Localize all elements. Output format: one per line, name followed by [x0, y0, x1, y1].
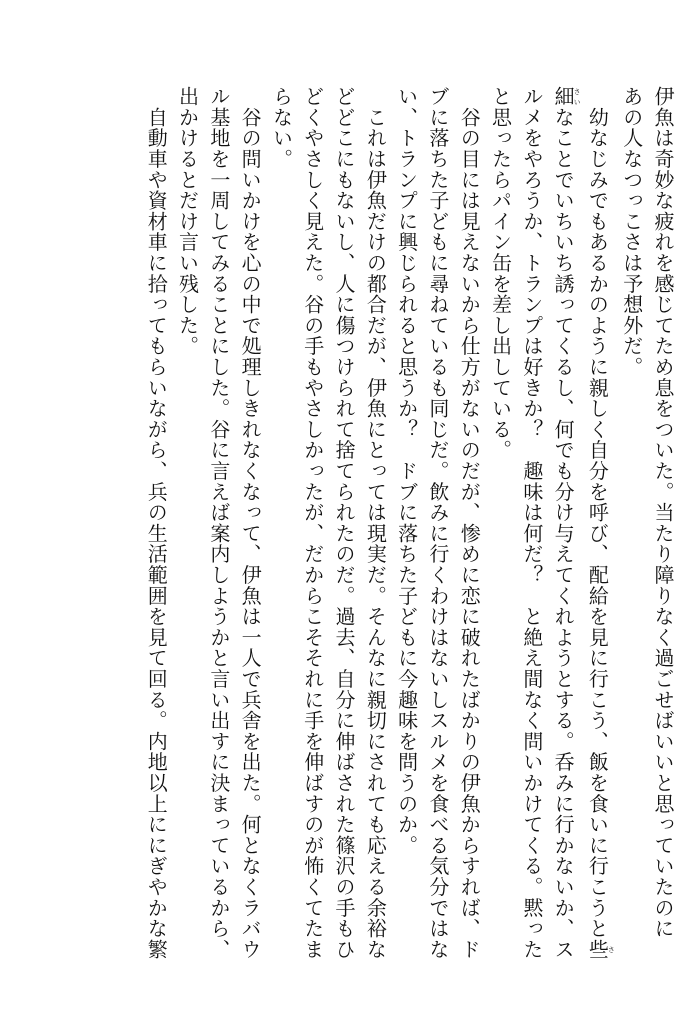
text-line: らない。 — [269, 86, 294, 170]
text-line: これは伊魚だけの都合だが、伊魚にとっては現実だ。そんなに親切にされても応える余裕な — [363, 86, 388, 960]
text-line: 谷の目には見えないから仕方がないのだが、惨めに恋に破れたばかりの伊魚からすれば、ド — [457, 86, 482, 960]
text-line: ブに落ちた子どもに尋ねているも同じだ。飲みに行くわけはないしスルメを食べる気分ではな — [425, 86, 450, 960]
text-line: と思ったらパイン缶を差し出している。 — [488, 86, 513, 461]
text-line: どどこにもないし、人に傷つけられて捨てられたのだ。過去、自分に伸ばされた篠沢の手もひ — [332, 86, 357, 960]
text-line: 伊魚は奇妙な疲れを感じてため息をついた。当たり障りなく過ごせばいいと思っていたのに — [651, 86, 675, 939]
ruby-annotation: 些さ — [585, 938, 616, 960]
text-line: ルメをやろうか、トランプは好きか？ 趣味は何だ？ と絶え間なく問いかけてくる。黙った — [519, 86, 544, 960]
text-line: 細さいなことでいちいち誘ってくるし、何でも分け与えてくれようとする。呑みに行かないか、ス — [551, 86, 582, 960]
text-line: 幼なじみでもあるかのように親しく自分を呼び、配給を見に行こう、飯を食いに行こうと些さ — [585, 86, 616, 960]
ruby-annotation: 細さい — [551, 86, 582, 107]
text-line: どくやさしく見えた。谷の手もやさしかったが、だからこそそれに手を伸ばすのが怖くてたま — [300, 86, 325, 960]
vertical-text-body — [18, 86, 678, 960]
text-line: 出かけるとだけ言い残した。 — [175, 86, 200, 357]
text-line: ル基地を一周してみることにした。谷に言えば案内しようかと言い出すに決まっているから、 — [206, 86, 231, 960]
text-line: 自動車や資材車に拾ってもらいながら、兵の生活範囲を見て回る。内地以上ににぎやかな繁 — [144, 86, 169, 960]
text-line: 谷の問いかけを心の中で処理しきれなくなって、伊魚は一人で兵舎を出た。何となくラバウ — [238, 86, 263, 960]
text-line: い、トランプに興じられると思うか？ ドブに落ちた子どもに今趣味を問うのか。 — [394, 86, 419, 856]
text-line: あの人なつっこさは予想外だ。 — [619, 86, 644, 378]
